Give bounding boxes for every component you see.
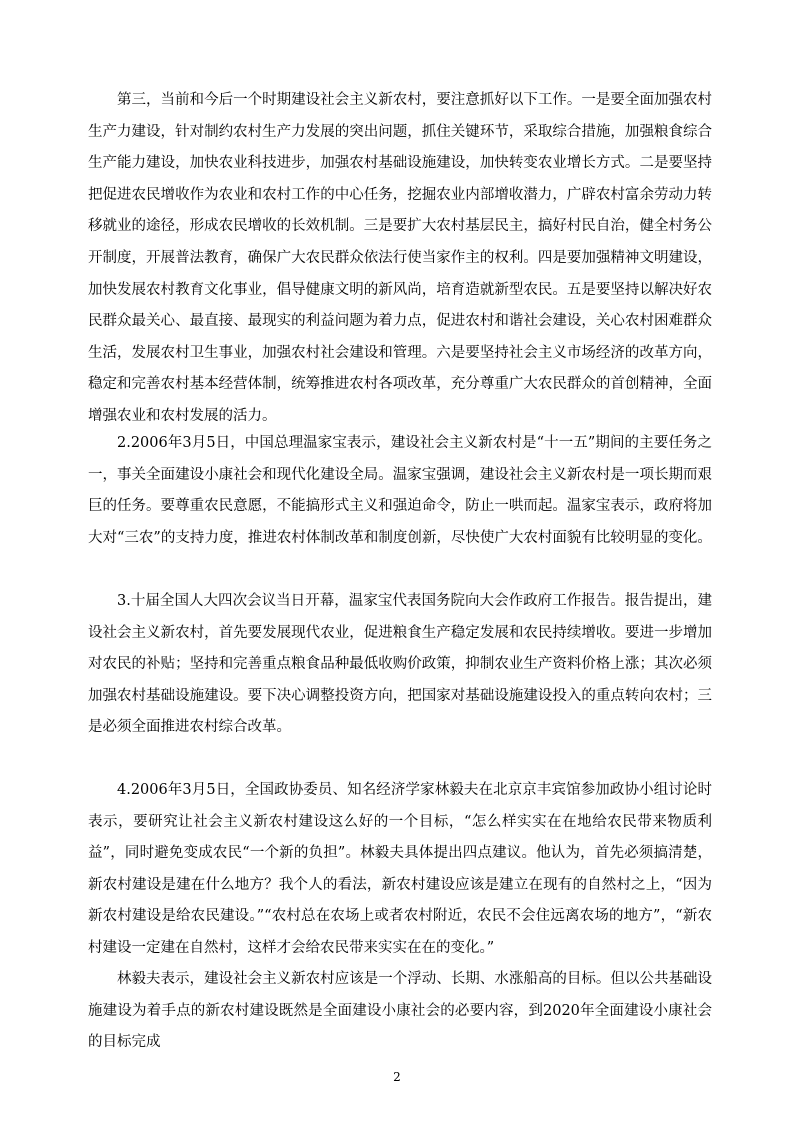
paragraph-third-point: 第三，当前和今后一个时期建设社会主义新农村，要注意抓好以下工作。一是要全面加强农村生产力建设，针对制约农村生产力发展的突出问题，抓住关键环节，采取综合措施，加强粮食综合生产能力建设，加快农业科技进步，加强农村基础设施建设，加快转变农业增长方式。二是要坚持把促进农民增收作为农业和农村工作的中心任务，挖掘农业内部增收潜力，广辟农村富余劳动力转移就业的途径，形成农民增收的长效机制。三是要扩大农村基层民主，搞好村民自治，健全村务公开制度，开展普法教育，确保广大农民群众依法行使当家作主的权利。四是要加强精神文明建设，加快发展农村教育文化事业，倡导健康文明的新风尚，培育造就新型农民。五是要坚持以解决好农民群众最关心、最直接、最现实的利益问题为着力点，促进农村和谐社会建设，关心农村困难群众生活，发展农村卫生事业，加强农村社会建设和管理。六是要坚持社会主义市场经济的改革方向，稳定和完善农村基本经营体制，统筹推进农村各项改革，充分尊重广大农民群众的首创精神，全面增强农业和农村发展的活力。 xyxy=(88,92,712,424)
paragraph-lin-yifu: 林毅夫表示，建设社会主义新农村应该是一个浮动、长期、水涨船高的目标。但以公共基础设施建设为着手点的新农村建设既然是全面建设小康社会的必要内容，到2020年全面建设小康社会的目标完成 xyxy=(88,971,712,1051)
paragraph-item-3: 3.十届全国人大四次会议当日开幕，温家宝代表国务院向大会作政府工作报告。报告提出，建设社会主义新农村，首先要发展现代农业，促进粮食生产稳定发展和农民持续增收。要进一步增加对农民的补贴；坚持和完善重点粮食品种最低收购价政策，抑制农业生产资料价格上涨；其次必须加强农村基础设施建设。要下决心调整投资方向，把国家对基础设施建设投入的重点转向农村；三是必须全面推进农村综合改革。 xyxy=(88,593,712,736)
paragraph-item-4: 4.2006年3月5日，全国政协委员、知名经济学家林毅夫在北京京丰宾馆参加政协小组讨论时表示，要研究让社会主义新农村建设这么好的一个目标，“怎么样实实在在地给农民带来物质利益”，同时避免变成农民“一个新的负担”。林毅夫具体提出四点建议。他认为，首先必须搞清楚，新农村建设是建在什么地方？我个人的看法，新农村建设应该是建立在现有的自然村之上，“因为新农村建设是给农民建设。”“农村总在农场上或者农村附近，农民不会住远离农场的地方”，“新农村建设一定建在自然村，这样才会给农民带来实实在在的变化。” xyxy=(88,782,712,956)
page-number: 2 xyxy=(393,1070,401,1084)
paragraph-item-2: 2.2006年3月5日，中国总理温家宝表示，建设社会主义新农村是“十一五”期间的主要任务之一，事关全面建设小康社会和现代化建设全局。温家宝强调，建设社会主义新农村是一项长期而艰巨的任务。要尊重农民意愿，不能搞形式主义和强迫命令，防止一哄而起。温家宝表示，政府将加大对“三农”的支持力度，推进农村体制改革和制度创新，尽快使广大农村面貌有比较明显的变化。 xyxy=(88,435,712,546)
